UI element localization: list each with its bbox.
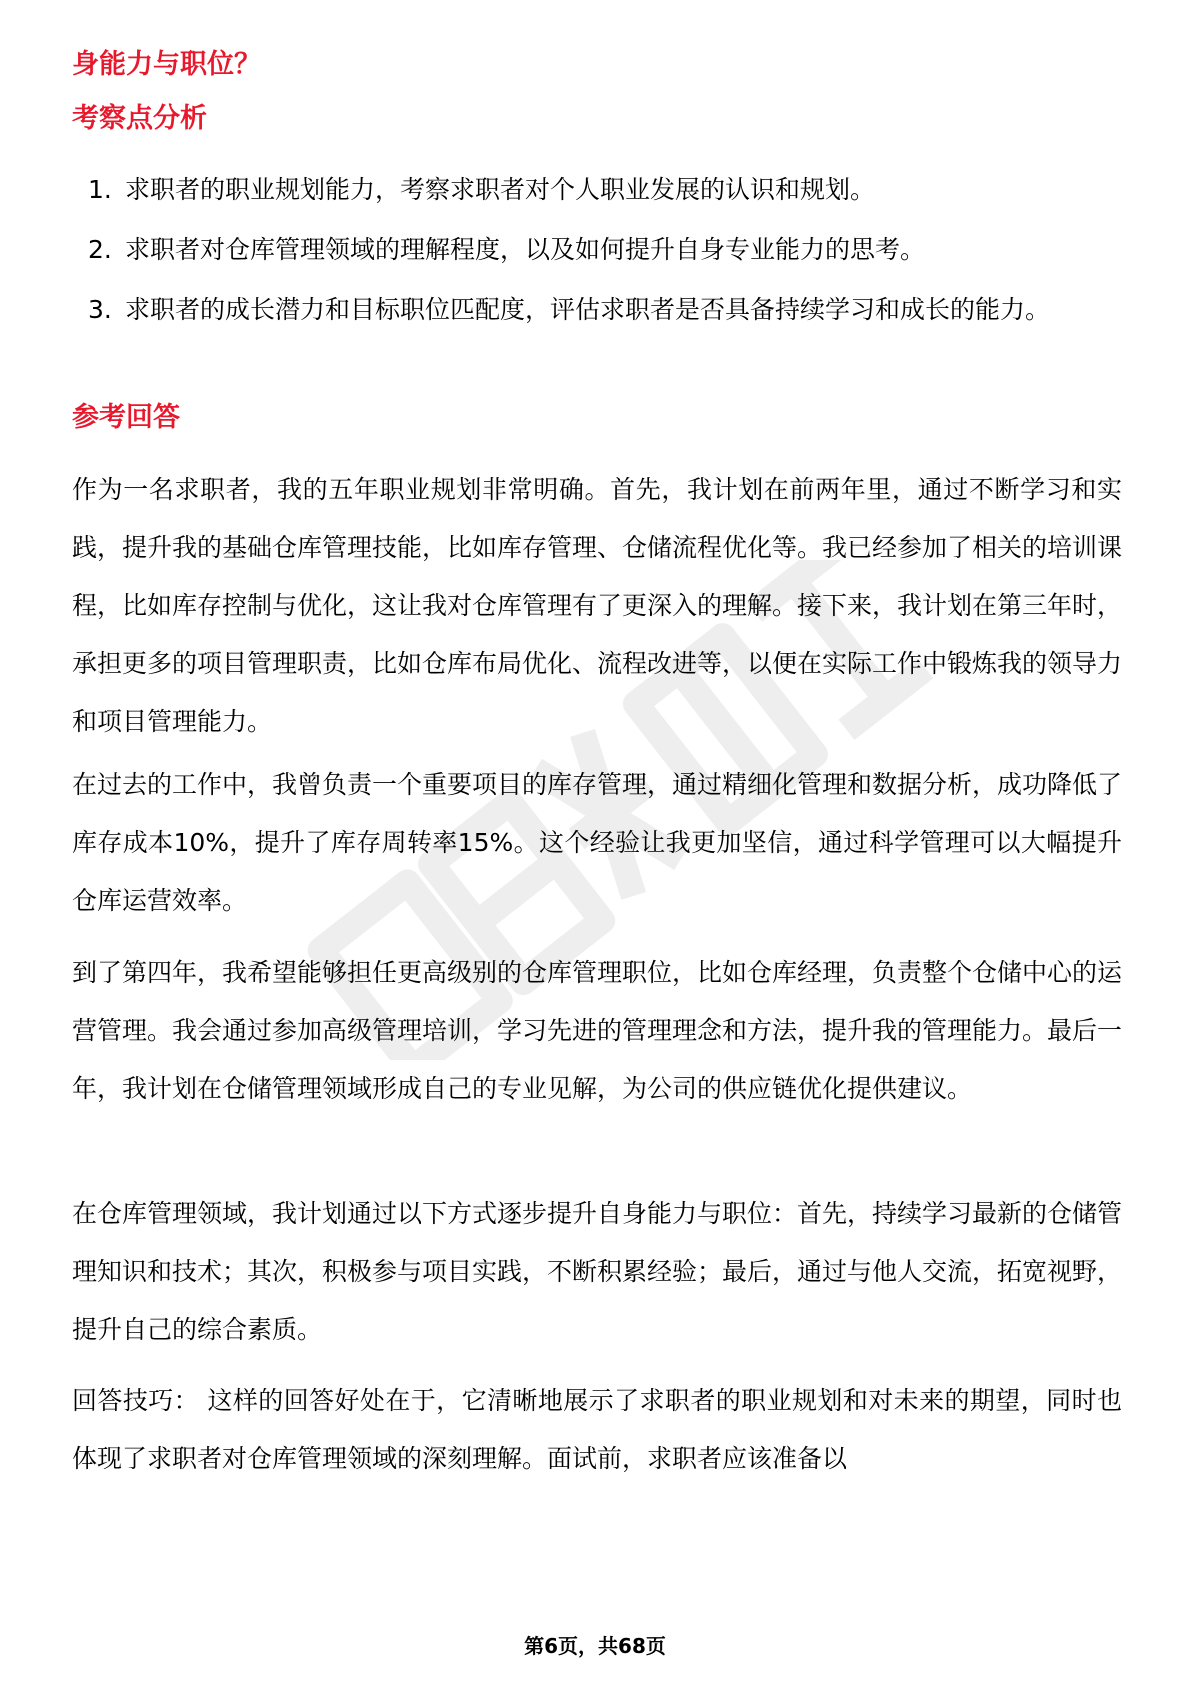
answer-paragraph: 在过去的工作中，我曾负责一个重要项目的库存管理，通过精细化管理和数据分析，成功降低了库存成本10%，提升了库存周转率15%。这个经验让我更加坚信，通过科学管理可以大幅提升仓库运营效率。 — [72, 770, 1123, 915]
section-heading-fragment: 身能力与职位？ — [72, 49, 261, 80]
list-item-text: 求职者对仓库管理领域的理解程度，以及如何提升自身专业能力的思考。 — [125, 235, 926, 264]
list-number: 3. — [88, 295, 112, 324]
answer-paragraph: 到了第四年，我希望能够担任更高级别的仓库管理职位，比如仓库经理，负责整个仓储中心的运营管理。我会通过参加高级管理培训，学习先进的管理理念和方法，提升我的管理能力。最后一年，我计划在仓储管理领域形成自己的专业见解，为公司的供应链优化提供建议。 — [72, 958, 1123, 1103]
list-item-text: 求职者的成长潜力和目标职位匹配度，评估求职者是否具备持续学习和成长的能力。 — [125, 295, 1051, 324]
answer-paragraph: 作为一名求职者，我的五年职业规划非常明确。首先，我计划在前两年里，通过不断学习和实践，提升我的基础仓库管理技能，比如库存管理、仓储流程优化等。我已经参加了相关的培训课程，比如库存控制与优化，这让我对仓库管理有了更深入的理解。接下来，我计划在第三年时，承担更多的项目管理职责，比如仓库布局优化、流程改进等，以便在实际工作中锻炼我的领导力和项目管理能力。 — [72, 475, 1123, 736]
list-number: 1. — [88, 175, 112, 204]
answer-heading: 参考回答 — [72, 402, 180, 433]
list-item — [72, 280, 1122, 340]
analysis-heading: 考察点分析 — [72, 103, 207, 134]
answer-tips-paragraph: 回答技巧： 这样的回答好处在于，它清晰地展示了求职者的职业规划和对未来的期望，同时也体现了求职者对仓库管理领域的深刻理解。面试前，求职者应该准备以 — [72, 1386, 1122, 1473]
answer-paragraph: 在仓库管理领域，我计划通过以下方式逐步提升自身能力与职位：首先，持续学习最新的仓储管理知识和技术；其次，积极参与项目实践，不断积累经验；最后，通过与他人交流，拓宽视野，提升自己的综合素质。 — [72, 1199, 1123, 1344]
list-number: 2. — [88, 235, 112, 264]
page-number: 第6页，共68页 — [524, 1634, 666, 1658]
list-item-text: 求职者的职业规划能力，考察求职者对个人职业发展的认识和规划。 — [125, 175, 876, 204]
list-item — [72, 220, 1122, 280]
list-item — [72, 160, 1122, 220]
analysis-list — [72, 160, 1122, 340]
